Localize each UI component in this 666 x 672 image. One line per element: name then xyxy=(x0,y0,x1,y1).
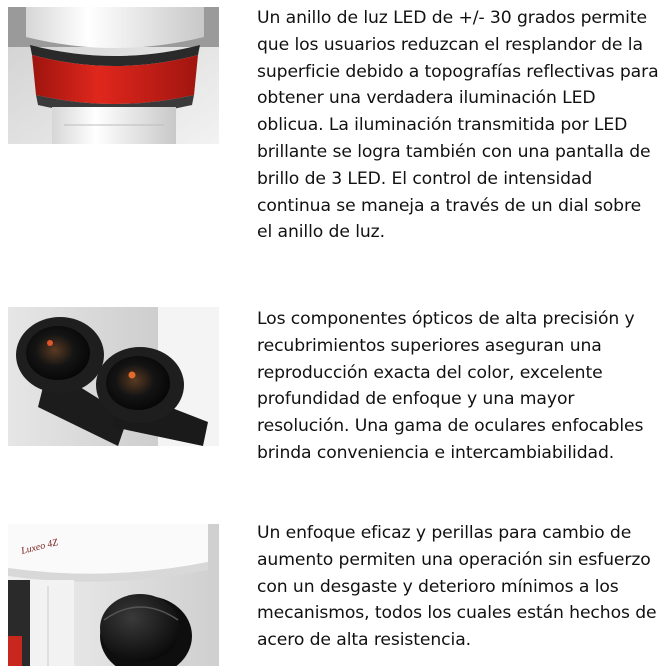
led-ring-light-description: Un anillo de luz LED de +/- 30 grados permite que los usuarios reduzcan el resplandor de la superficie debido a topografías reflectivas para obtener una verdadera iluminación LED oblicua. La iluminación transmitida por LED brillante se logra también con una pantalla de brillo de 3 LED. El control de intensidad continua se maneja a través de un dial sobre el anillo de luz. xyxy=(257,8,659,243)
led-ring-light-photo xyxy=(8,7,219,144)
eyepieces-photo xyxy=(8,307,219,446)
focus-knob-description: Un enfoque eficaz y perillas para cambio de aumento permiten una operación sin esfuerzo con un desgaste y deterioro mínimos a los mecanismos, todos los cuales están hechos de acero de alta resistencia. xyxy=(257,523,657,651)
luxeo-4z-label: Luxeo 4Z xyxy=(20,537,60,557)
focus-knob-photo xyxy=(8,524,219,666)
optics-description: Los componentes ópticos de alta precisión y recubrimientos superiores aseguran una reproducción exacta del color, excelente profundidad de enfoque y una mayor resolución. Una gama de oculares enfocables brinda conveniencia e intercambiabilidad. xyxy=(257,309,644,463)
